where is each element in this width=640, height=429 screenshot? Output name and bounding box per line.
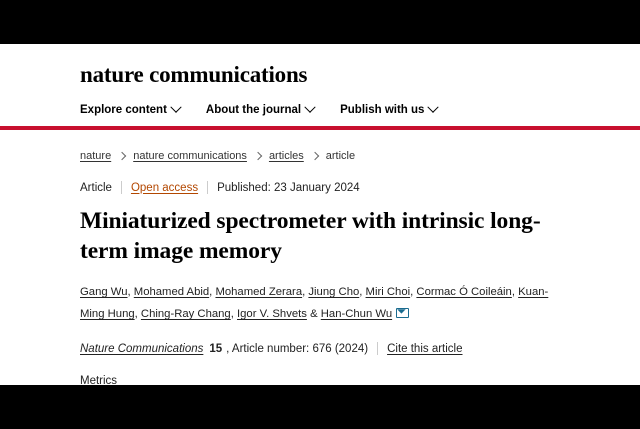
- main-navigation: [0, 98, 640, 130]
- chevron-right-icon: [311, 152, 319, 160]
- nav-label: About the journal: [205, 104, 302, 116]
- author-link[interactable]: Gang Wu: [80, 286, 128, 299]
- breadcrumb-item-articles[interactable]: articles: [268, 150, 304, 162]
- page-title: Miniaturized spectrometer with intrinsic long-term image memory: [80, 208, 541, 264]
- author-link[interactable]: Mohamed Zerara: [215, 286, 303, 299]
- chevron-right-icon: [254, 152, 262, 160]
- article-number: , Article number: 676 (2024): [226, 342, 369, 355]
- author-link-corresponding[interactable]: Han-Chun Wu: [320, 308, 393, 321]
- author-link[interactable]: Miri Choi: [365, 286, 411, 299]
- author-ampersand: &: [310, 308, 318, 321]
- journal-logo[interactable]: nature communications: [80, 62, 308, 87]
- open-access-link[interactable]: Open access: [130, 181, 199, 194]
- breadcrumb: [80, 150, 560, 162]
- author-link[interactable]: Kuan-Ming Hung: [80, 286, 549, 321]
- author-link[interactable]: Ching-Ray Chang: [140, 308, 231, 321]
- cite-article-link[interactable]: Cite this article: [387, 342, 463, 355]
- meta-divider: [121, 181, 122, 194]
- metrics-section: [80, 375, 560, 385]
- nav-about-the-journal[interactable]: [206, 104, 314, 116]
- nav-explore-content[interactable]: [80, 104, 180, 116]
- author-separator: ,: [511, 286, 519, 299]
- author-link[interactable]: Mohamed Abid: [133, 286, 210, 299]
- meta-divider: [377, 342, 378, 355]
- chevron-down-icon: [170, 102, 181, 113]
- author-separator: ,: [209, 286, 216, 299]
- author-separator: ,: [359, 286, 366, 299]
- volume-number: 15: [209, 342, 223, 355]
- published-date: Published: 23 January 2024: [217, 181, 360, 194]
- author-separator: ,: [410, 286, 417, 299]
- article-meta: [80, 181, 560, 194]
- nav-label: Publish with us: [340, 104, 425, 116]
- author-link[interactable]: Jiung Cho: [308, 286, 360, 299]
- citation-line: [80, 342, 560, 355]
- author-separator: ,: [302, 286, 309, 299]
- meta-divider: [207, 181, 208, 194]
- breadcrumb-item-nature-communications[interactable]: nature communications: [133, 150, 247, 162]
- author-link[interactable]: Igor V. Shvets: [237, 308, 307, 321]
- masthead: [0, 44, 640, 98]
- article-content: [0, 150, 640, 385]
- nav-label: Explore content: [80, 104, 167, 116]
- nav-publish-with-us[interactable]: [340, 104, 437, 116]
- author-separator: ,: [230, 308, 237, 321]
- metrics-link[interactable]: Metrics: [80, 375, 118, 385]
- journal-name-link[interactable]: Nature Communications: [80, 342, 204, 355]
- author-list: [80, 281, 560, 325]
- article-page: [0, 44, 640, 385]
- breadcrumb-item-article: article: [325, 150, 356, 162]
- article-type: Article: [80, 181, 112, 194]
- author-separator: ,: [134, 308, 141, 321]
- chevron-right-icon: [118, 152, 126, 160]
- envelope-icon[interactable]: [396, 308, 409, 318]
- chevron-down-icon: [304, 102, 315, 113]
- breadcrumb-item-nature[interactable]: nature: [80, 150, 112, 162]
- chevron-down-icon: [428, 102, 439, 113]
- author-separator: ,: [127, 286, 134, 299]
- author-link[interactable]: Cormac Ó Coileáin: [416, 286, 512, 299]
